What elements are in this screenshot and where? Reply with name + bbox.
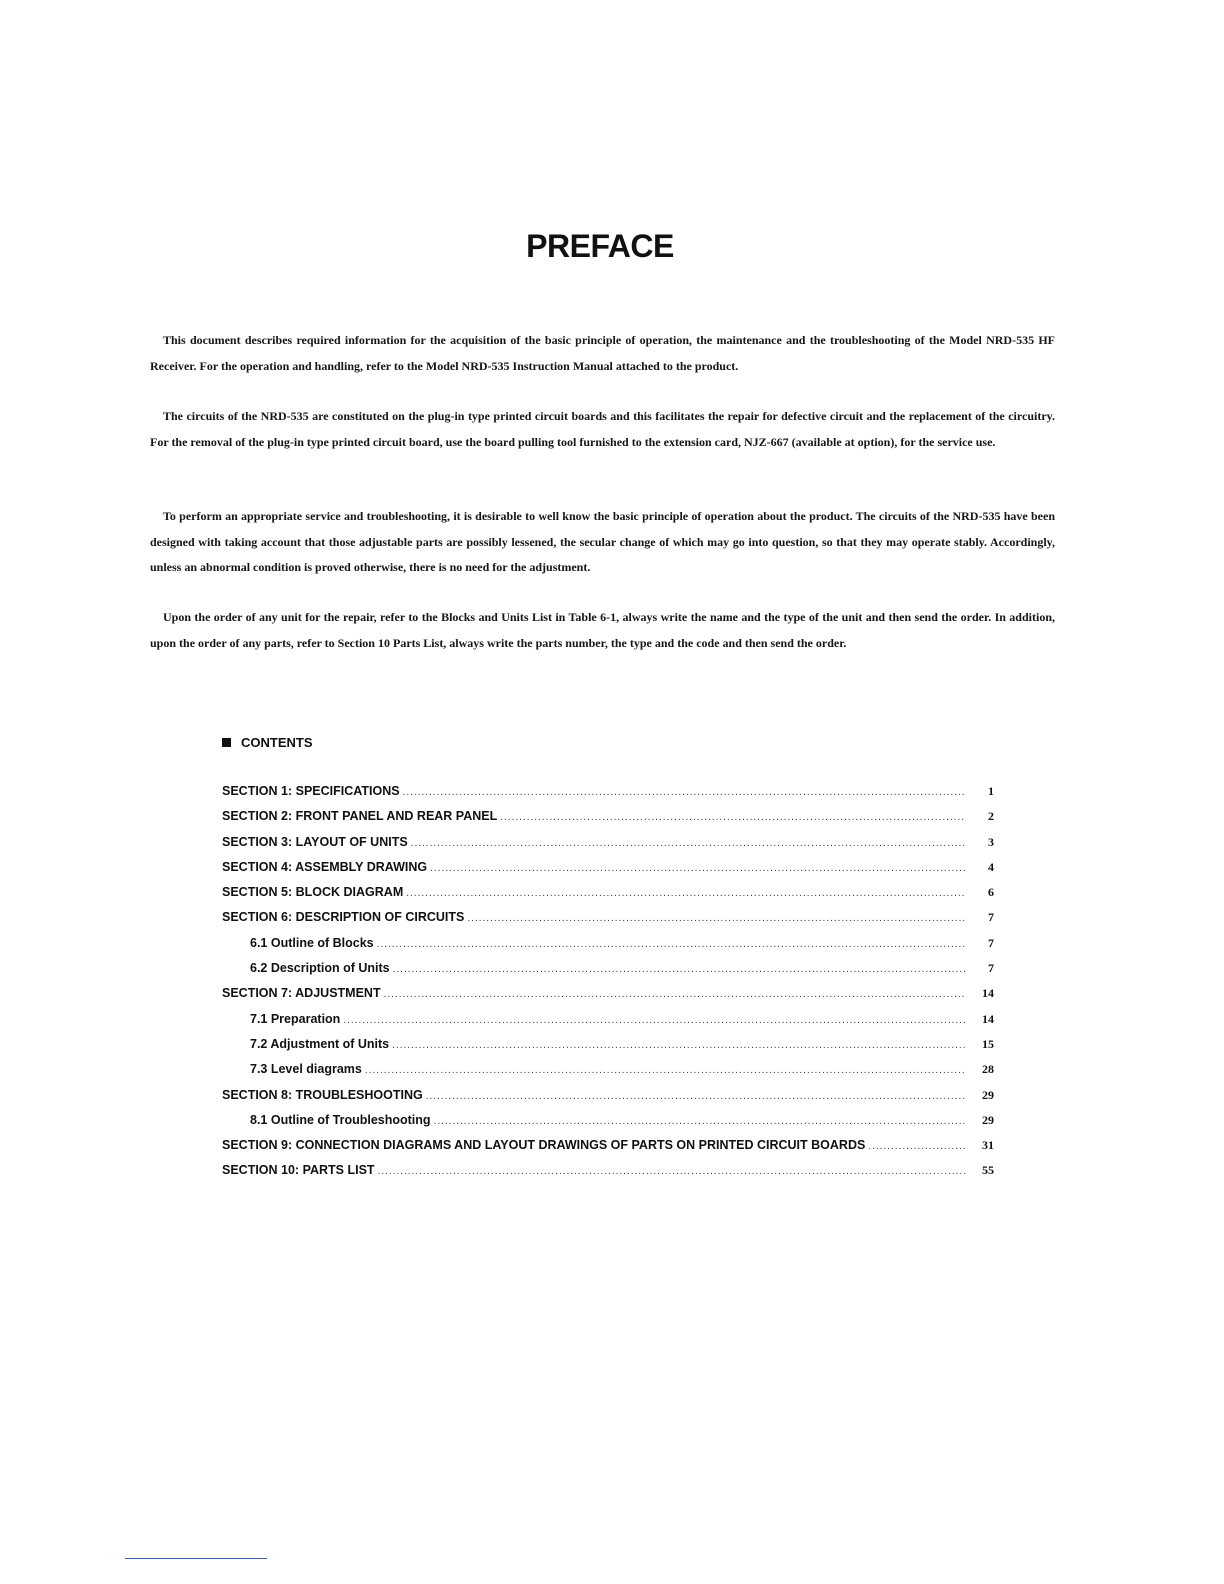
contents-heading-label: CONTENTS [241,735,313,750]
toc-entry-label: SECTION 5: BLOCK DIAGRAM [222,885,404,900]
toc-entry-6-1[interactable] [222,936,994,961]
toc-entry-section-1[interactable] [222,784,994,809]
toc-entry-7-2[interactable] [222,1037,994,1062]
contents-heading [222,735,313,750]
toc-dot-leader [406,888,966,899]
toc-entry-8-1[interactable] [222,1113,994,1138]
toc-entry-page: 7 [988,935,994,950]
toc-entry-page: 2 [988,809,994,824]
toc-entry-section-6[interactable] [222,910,994,935]
toc-entry-page: 7 [988,910,994,925]
toc-dot-leader [426,1091,966,1102]
toc-dot-leader [384,989,966,1000]
toc-entry-label: SECTION 7: ADJUSTMENT [222,986,381,1001]
toc-dot-leader [868,1141,966,1152]
toc-entry-label: SECTION 8: TROUBLESHOOTING [222,1087,423,1102]
toc-entry-section-10[interactable] [222,1163,994,1188]
toc-entry-page: 28 [982,1062,994,1077]
preface-paragraph-4: Upon the order of any unit for the repair, refer to the Blocks and Units List in Table 6-1, always write the name and the type of the unit and then send the order. In addition, upon the order of any parts, refer to Section 10 Parts List, always write the parts number, the type and the code and then send the order. [150,610,1055,650]
toc-entry-label: 7.2 Adjustment of Units [250,1036,390,1051]
toc-entry-section-2[interactable] [222,809,994,834]
toc-entry-label: 6.1 Outline of Blocks [250,935,374,950]
toc-dot-leader [392,1040,966,1051]
toc-entry-section-5[interactable] [222,885,994,910]
toc-entry-label: 8.1 Outline of Troubleshooting [250,1112,431,1127]
toc-entry-label: 7.3 Level diagrams [250,1062,362,1077]
toc-entry-7-1[interactable] [222,1012,994,1037]
toc-dot-leader [411,838,966,849]
toc-entry-section-3[interactable] [222,835,994,860]
toc-entry-label: SECTION 2: FRONT PANEL AND REAR PANEL [222,809,498,824]
toc-entry-page: 29 [982,1087,994,1102]
toc-entry-page: 31 [982,1138,994,1153]
toc-entry-page: 1 [988,784,994,798]
toc-dot-leader [393,964,966,975]
toc-entry-label: SECTION 9: CONNECTION DIAGRAMS AND LAYOUT DRAWINGS OF PARTS ON PRINTED CIRCUIT BOARDS [222,1138,866,1153]
table-of-contents [222,784,994,1189]
toc-entry-page: 4 [988,859,994,874]
page-title: PREFACE [526,228,674,264]
preface-paragraph-1: This document describes required information for the acquisition of the basic principle of operation, the maintenance and the troubleshooting of the Model NRD-535 HF Receiver. For the operation and handling, refer to the Model NRD-535 Instruction Manual attached to the product. [150,333,1055,373]
toc-entry-page: 15 [982,1036,994,1051]
toc-entry-page: 55 [982,1163,994,1178]
toc-entry-page: 29 [982,1112,994,1127]
toc-dot-leader [467,913,966,924]
toc-entry-label: SECTION 1: SPECIFICATIONS [222,784,400,798]
toc-dot-leader [365,1065,966,1076]
toc-entry-label: SECTION 10: PARTS LIST [222,1163,375,1178]
toc-entry-page: 14 [982,1011,994,1026]
toc-entry-label: SECTION 4: ASSEMBLY DRAWING [222,859,428,874]
toc-entry-section-4[interactable] [222,860,994,885]
toc-entry-page: 14 [982,986,994,1001]
preface-paragraph-3: To perform an appropriate service and troubleshooting, it is desirable to well know the basic principle of operation about the product. The circuits of the NRD-535 have been designed with taking account that those adjustable parts are possibly lessened, the secular change of which may go into question, so that they may operate stably. Accordingly, unless an abnormal condition is proved otherwise, there is no need for the adjustment. [150,509,1055,574]
toc-entry-page: 3 [988,834,994,849]
toc-dot-leader [434,1116,966,1127]
toc-dot-leader [378,1166,966,1177]
toc-entry-label: 7.1 Preparation [250,1011,341,1026]
toc-entry-label: SECTION 6: DESCRIPTION OF CIRCUITS [222,910,465,925]
toc-entry-6-2[interactable] [222,961,994,986]
toc-entry-label: 6.2 Description of Units [250,961,390,976]
toc-entry-label: SECTION 3: LAYOUT OF UNITS [222,834,408,849]
toc-entry-section-9[interactable] [222,1138,994,1163]
bullet-square-icon [222,738,231,747]
toc-dot-leader [377,939,966,950]
toc-entry-section-8[interactable] [222,1088,994,1113]
preface-paragraph-2: The circuits of the NRD-535 are constituted on the plug-in type printed circuit boards and this facilitates the repair for defective circuit and the replacement of the circuitry. For the removal of the plug-in type printed circuit board, use the board pulling tool furnished to the extension card, NJZ-667 (available at option), for the service use. [150,409,1055,449]
toc-dot-leader [403,787,966,798]
toc-entry-page: 6 [988,885,994,900]
toc-entry-page: 7 [988,961,994,976]
toc-entry-7-3[interactable] [222,1062,994,1087]
toc-dot-leader [430,863,966,874]
footer-rule [125,1558,267,1559]
toc-entry-section-7[interactable] [222,986,994,1011]
toc-dot-leader [343,1015,966,1026]
toc-dot-leader [500,812,966,823]
